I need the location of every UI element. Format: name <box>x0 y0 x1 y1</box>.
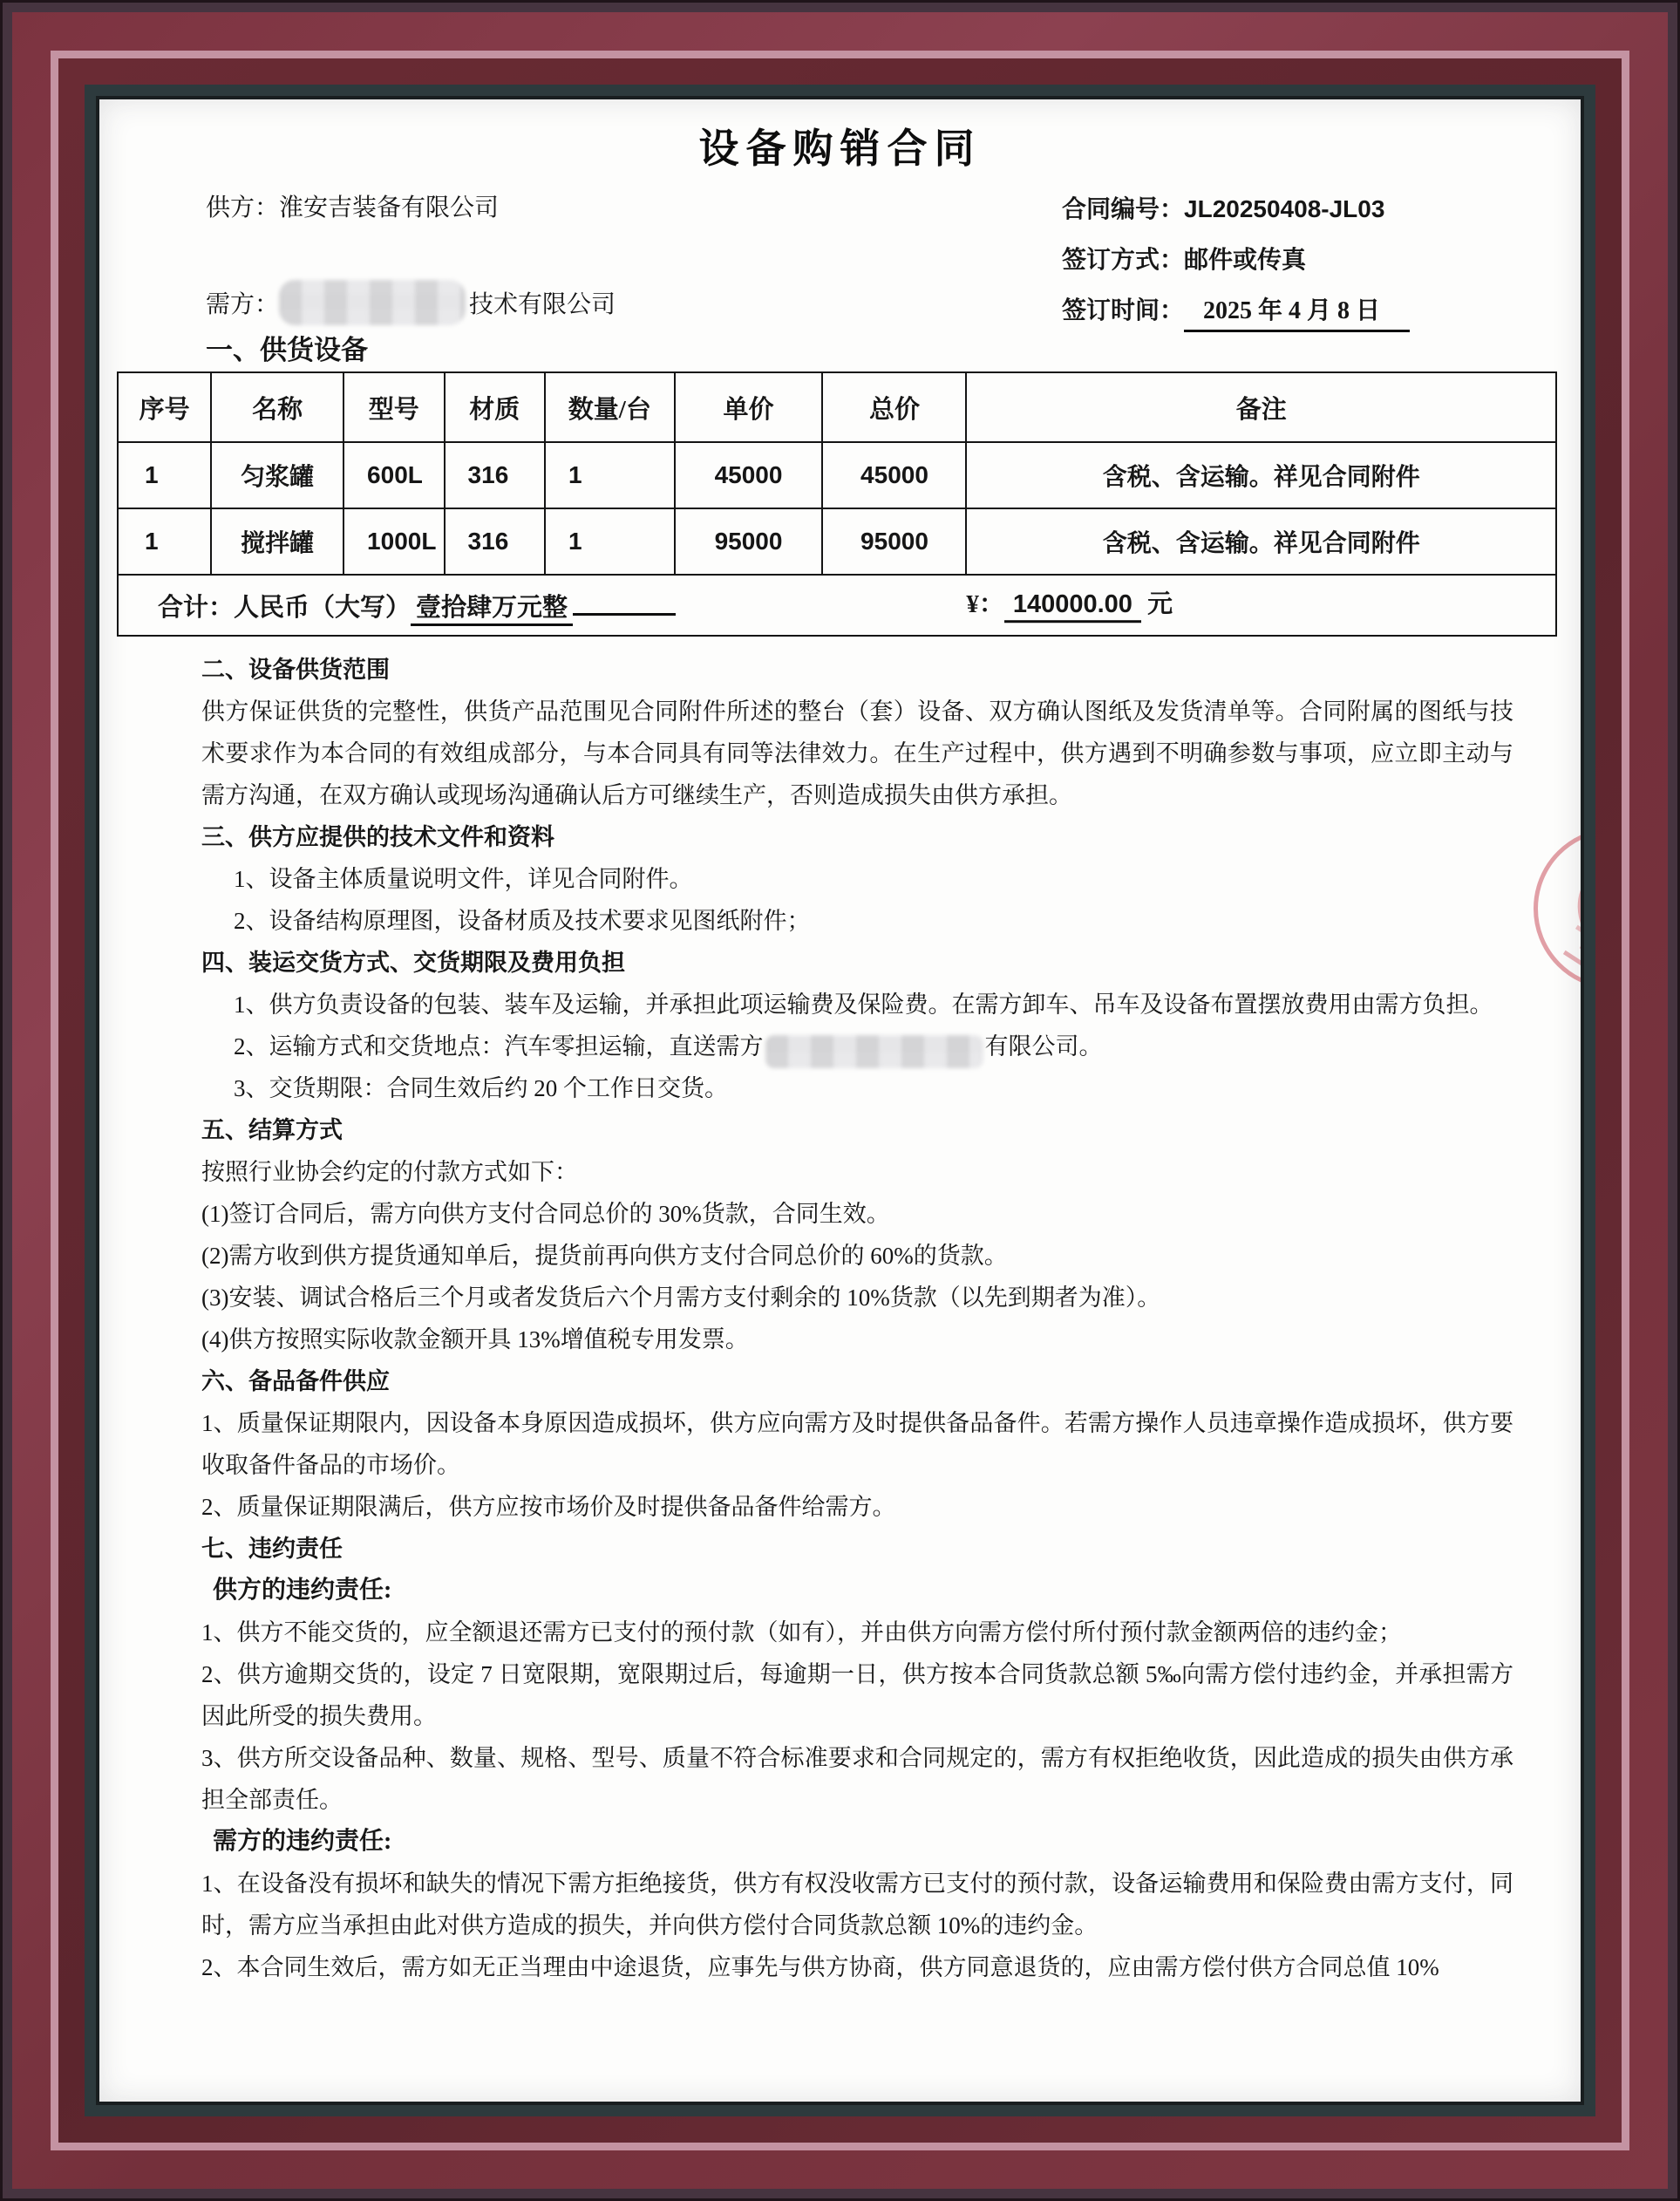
column-header: 单价 <box>675 372 823 442</box>
page-title: 设备购销合同 <box>698 126 982 171</box>
picture-frame-highlight <box>51 51 1629 2150</box>
contract-page <box>99 99 1581 2102</box>
clause-text: 1、供方不能交货的，应全额退还需方已支付的预付款（如有），并由供方向需方偿付所付预付款金额两倍的违约金； <box>201 1619 1402 1646</box>
table-cell: 1 <box>118 508 211 575</box>
currency-unit: 元 <box>1147 590 1173 619</box>
table-cell: 含税、含运输。祥见合同附件 <box>966 508 1556 575</box>
column-header: 序号 <box>118 372 211 442</box>
clause-text: 1、供方负责设备的包装、装车及运输，并承担此项运输费及保险费。在需方卸车、吊车及设备布置摆放费用由需方负担。 <box>234 991 1493 1018</box>
clause-text: (2)需方收到供方提货通知单后，提货前再向供方支付合同总价的 60%的货款。 <box>201 1243 1008 1269</box>
clause-text-part: 有限公司。 <box>984 1033 1103 1060</box>
table-cell: 1 <box>545 508 675 575</box>
column-header: 总价 <box>822 372 966 442</box>
column-header: 数量/台 <box>545 372 675 442</box>
sub-heading: 需方的违约责任: <box>213 1828 392 1855</box>
section-1-heading: 一、供货设备 <box>206 335 368 365</box>
currency-label: ¥： <box>966 590 1004 619</box>
sign-method-line <box>1062 241 1306 276</box>
table-cell: 45000 <box>675 442 823 508</box>
equipment-table-wrap <box>117 371 1557 637</box>
contract-number-line <box>1062 190 1384 225</box>
table-cell: 1 <box>118 442 211 508</box>
clause-text <box>201 1026 1513 1067</box>
clause-text: 按照行业协会约定的付款方式如下： <box>201 1159 578 1185</box>
clause-text: (4)供方按照实际收款金额开具 13%增值税专用发票。 <box>201 1326 749 1353</box>
table-cell: 316 <box>445 508 546 575</box>
supplier-name: 淮安吉装备有限公司 <box>279 194 500 221</box>
clause-text: 2、本合同生效后，需方如无正当理由中途退货，应事先与供方协商，供方同意退货的，应由需方偿付供方合同总值 10% <box>201 1954 1439 1980</box>
section-heading: 三、供方应提供的技术文件和资料 <box>201 824 554 850</box>
contract-number-value: JL20250408-JL03 <box>1184 195 1385 222</box>
table-cell: 316 <box>445 442 546 508</box>
equipment-table <box>117 371 1557 637</box>
table-cell: 95000 <box>822 508 966 575</box>
table-total-row <box>118 575 1556 636</box>
buyer-name-suffix: 技术有限公司 <box>469 291 616 318</box>
picture-frame-edge <box>96 96 1584 2105</box>
buyer-label: 需方： <box>206 291 280 318</box>
clause-text: (1)签订合同后，需方向供方支付合同总价的 30%货款，合同生效。 <box>201 1201 890 1227</box>
table-header-row <box>118 372 1556 442</box>
clause-text: 3、供方所交设备品种、数量、规格、型号、质量不符合标准要求和合同规定的，需方有权拒绝收货，因此造成的损失由供方承担全部责任。 <box>201 1745 1513 1813</box>
picture-frame-inner-wood <box>58 58 1622 2143</box>
table-cell: 45000 <box>822 442 966 508</box>
column-header: 备注 <box>966 372 1556 442</box>
total-amount-chinese: 壹拾肆万元整 <box>411 594 573 626</box>
clause-text: 2、质量保证期限满后，供方应按市场价及时提供备品备件给需方。 <box>201 1494 896 1520</box>
clause-text: (3)安装、调试合格后三个月或者发货后六个月需方支付剩余的 10%货款（以先到期者为准）。 <box>201 1284 1161 1311</box>
clause-text: 2、供方逾期交货的，设定 7 日宽限期，宽限期过后，每逾期一日，供方按本合同货款总额 5‰向需方偿付违约金，并承担需方因此所受的损失费用。 <box>201 1661 1513 1729</box>
picture-frame-lining <box>85 85 1595 2116</box>
sub-heading: 供方的违约责任: <box>213 1577 392 1604</box>
clause-text: 2、设备结构原理图，设备材质及技术要求见图纸附件； <box>234 908 811 934</box>
supplier-line <box>206 188 499 223</box>
section-heading: 六、备品备件供应 <box>201 1368 390 1394</box>
section-heading: 七、违约责任 <box>201 1536 343 1562</box>
total-amount-value: 140000.00 <box>1004 590 1141 623</box>
table-cell: 1 <box>545 442 675 508</box>
clause-text: 供方保证供货的完整性，供货产品范围见合同附件所述的整台（套）设备、双方确认图纸及发货清单等。合同附属的图纸与技术要求作为本合同的有效组成部分，与本合同具有同等法律效力。在生产过程中，供方遇到不明确参数与事项，应立即主动与需方沟通，在双方确认或现场沟通确认后方可继续生产，否则造成损失由供方承担。 <box>201 698 1513 808</box>
picture-frame-wood <box>12 12 1668 2189</box>
table-cell: 1000L <box>343 508 445 575</box>
column-header: 材质 <box>445 372 546 442</box>
clause-text: 3、交货期限：合同生效后约 20 个工作日交货。 <box>234 1075 728 1101</box>
table-cell: 95000 <box>675 508 823 575</box>
table-cell: 600L <box>343 442 445 508</box>
section-heading: 四、装运交货方式、交货期限及费用负担 <box>201 950 625 976</box>
sign-date-label: 签订时间： <box>1062 297 1185 324</box>
redacted-buyer-name <box>279 280 466 325</box>
contract-clauses <box>201 649 1513 1988</box>
clause-text-part: 2、运输方式和交货地点：汽车零担运输，直送需方 <box>234 1033 764 1060</box>
contract-number-label: 合同编号： <box>1062 196 1185 223</box>
table-cell: 匀浆罐 <box>211 442 343 508</box>
column-header: 型号 <box>343 372 445 442</box>
supplier-label: 供方： <box>206 194 280 221</box>
clause-text: 1、在设备没有损坏和缺失的情况下需方拒绝接货，供方有权没收需方已支付的预付款，设备运输费用和保险费由需方支付，同时，需方应当承担由此对供方造成的损失，并向供方偿付合同货款总额 10%的违约金。 <box>201 1871 1513 1939</box>
total-cell <box>118 575 1556 636</box>
total-amount-numeric-group <box>966 584 1173 620</box>
sign-date-value: 2025 年 4 月 8 日 <box>1184 291 1410 332</box>
sign-method-label: 签订方式： <box>1062 247 1185 274</box>
section-heading: 五、结算方式 <box>201 1117 343 1143</box>
table-cell: 搅拌罐 <box>211 508 343 575</box>
table-cell: 含税、含运输。祥见合同附件 <box>966 442 1556 508</box>
total-label: 合计：人民币（大写） <box>158 594 411 622</box>
section-heading: 二、设备供货范围 <box>201 657 390 683</box>
table-row <box>118 442 1556 508</box>
clause-text: 1、设备主体质量说明文件，详见合同附件。 <box>234 866 693 892</box>
table-row <box>118 508 1556 575</box>
column-header: 名称 <box>211 372 343 442</box>
total-underline-tail <box>573 587 676 616</box>
sign-method-value: 邮件或传真 <box>1184 247 1307 274</box>
clause-text: 1、质量保证期限内，因设备本身原因造成损坏，供方应向需方及时提供备品备件。若需方操作人员违章操作造成损坏，供方要收取备件备品的市场价。 <box>201 1410 1513 1478</box>
sign-date-line <box>1062 291 1410 332</box>
redacted-text <box>765 1035 983 1068</box>
red-seal-stamp <box>1534 828 1581 990</box>
buyer-line <box>206 277 616 328</box>
